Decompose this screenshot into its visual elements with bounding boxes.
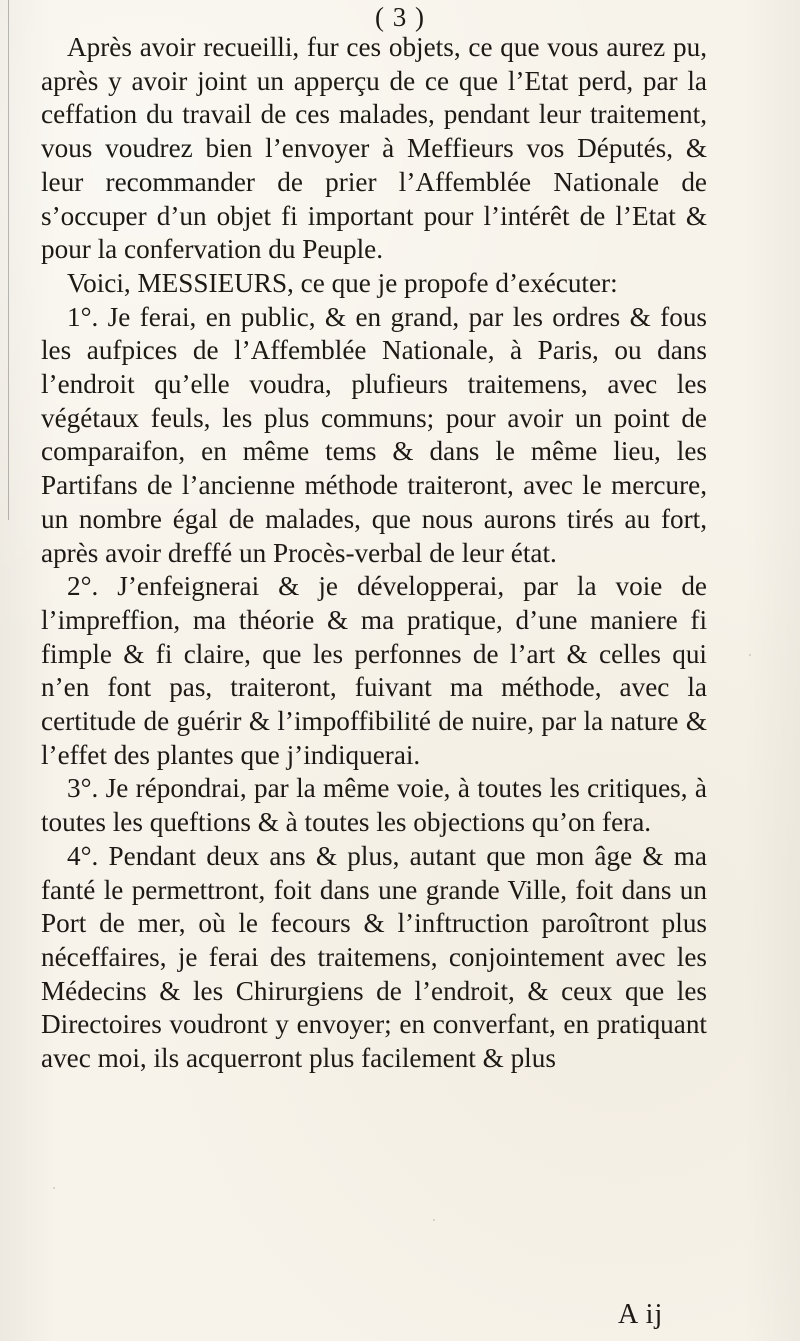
ink-fleck — [749, 654, 751, 656]
paragraph-proposal-heading: Voici, MESSIEURS, ce que je propofe d’exécuter: — [67, 267, 618, 298]
paragraph-point-1: 1°. Je ferai, en public, & en grand, par les ordres & fous les aufpices de l’Affemblée Nationale, à Paris, ou dans l’endroit qu’elle voudra, plufieurs traitemens, avec les végétaux feuls, les plus communs; pour avoir un point de comparaifon, en même tems & dans le même lieu, les Partifans de l’ancienne méthode traiteront, avec le mercure, un nombre égal de malades, que nous aurons tirés au fort, après avoir dreffé un Procès-verbal de leur état. — [41, 301, 707, 568]
binding-rule — [8, 0, 9, 520]
body-text — [41, 31, 707, 1076]
page-number: ( 3 ) — [375, 2, 425, 32]
paragraph-point-3: 3°. Je répondrai, par la même voie, à toutes les critiques, à toutes les queftions & à toutes les objections qu’on fera. — [41, 773, 707, 838]
paragraph-point-2: 2°. J’enfeignerai & je développerai, par la voie de l’impreffion, ma théorie & ma pratique, d’une maniere fi fimple & fi claire, que les perfonnes de l’art & celles qui n’en font pas, traiteront, fuivant ma méthode, avec la certitude de guérir & l’impoffibilité de nuire, par la nature & l’effet des plantes que j’indiquerai. — [41, 571, 707, 770]
ink-fleck — [433, 1219, 435, 1221]
printer-signature: A ij — [618, 1299, 664, 1330]
ink-fleck — [53, 1187, 55, 1189]
paragraph-point-4: 4°. Pendant deux ans & plus, autant que mon âge & ma fanté le permettront, foit dans une grande Ville, foit dans un Port de mer, où le fecours & l’inftruction paroîtront plus néceffaires, je ferai des traitemens, conjointement avec les Médecins & les Chirurgiens de l’endroit, & ceux que les Directoires voudront y envoyer; en converfant, en pratiquant avec moi, ils acquerront plus facilement & plus — [41, 840, 707, 1074]
paragraph-introduction: Après avoir recueilli, fur ces objets, ce que vous aurez pu, après y avoir joint un apperçu de ce que l’Etat perd, par la ceffation du travail de ces malades, pendant leur traitement, vous voudrez bien l’envoyer à Meffieurs vos Députés, & leur recommander de prier l’Affemblée Nationale de s’occuper d’un objet fi important pour l’intérêt de l’Etat & pour la confervation du Peuple. — [41, 32, 707, 265]
